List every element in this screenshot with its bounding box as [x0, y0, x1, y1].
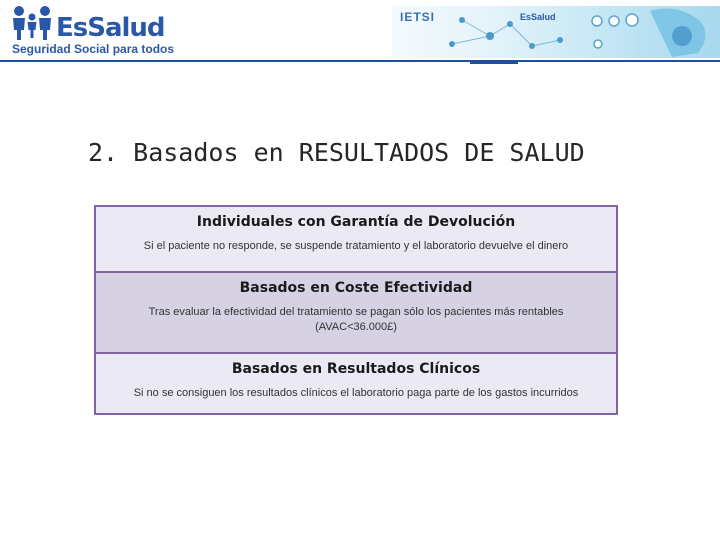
table-row [96, 352, 616, 413]
brand-name: EsSalud [56, 13, 165, 43]
banner-brand-label: EsSalud [520, 12, 556, 22]
brand-tagline: Seguridad Social para todos [12, 42, 175, 56]
row-heading: Basados en Resultados Clínicos [231, 361, 481, 377]
payment-models-table [94, 205, 618, 415]
row-description: Tras evaluar la efectividad del tratamiento se pagan sólo los pacientes más rentables (AVAC<36.000£) [148, 306, 564, 333]
essalud-logo [10, 5, 180, 60]
table-row [96, 207, 616, 271]
header-divider-accent [470, 62, 518, 64]
row-description: Si el paciente no responde, se suspende tratamiento y el laboratorio devuelve el dinero [143, 240, 569, 252]
header-banner [392, 6, 720, 58]
header-divider [0, 60, 720, 62]
family-figures-icon [10, 5, 56, 41]
banner-code-label: IETSI [400, 10, 436, 24]
network-graphic-icon [392, 6, 720, 58]
row-description: Si no se consiguen los resultados clínicos el laboratorio paga parte de los gastos incurridos [133, 387, 579, 399]
row-heading: Basados en Coste Efectividad [239, 280, 473, 296]
row-heading: Individuales con Garantía de Devolución [196, 214, 516, 230]
slide-title: 2. Basados en RESULTADOS DE SALUD [88, 138, 585, 167]
table-row [96, 271, 616, 352]
